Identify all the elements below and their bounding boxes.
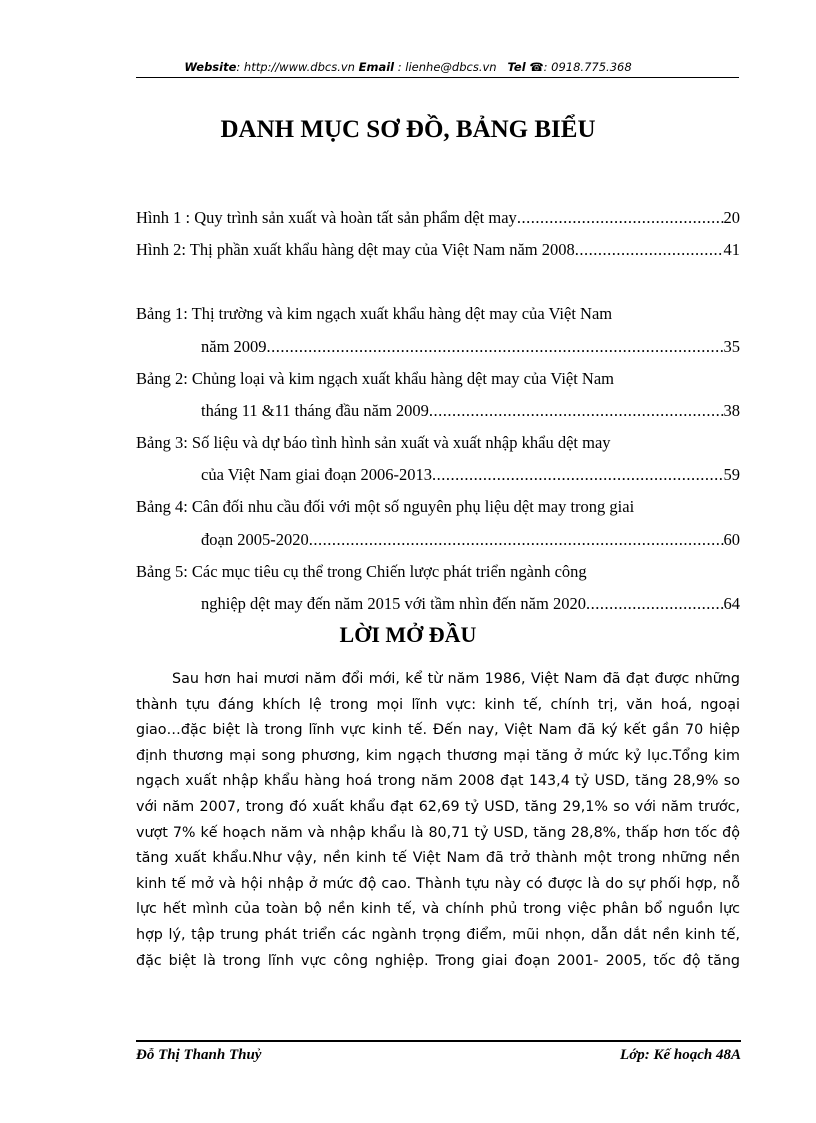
body-line: giao…đặc biệt là trong lĩnh vực kinh tế. Đến nay, Việt Nam đã ký kết gần 70 hiệp — [136, 722, 740, 739]
toc-table-2-page: 38 — [723, 401, 740, 420]
toc-table-1-line1 — [136, 303, 740, 325]
toc-table-1-title: Bảng 1: Thị trường và kim ngạch xuất khẩu hàng dệt may của Việt Nam — [136, 304, 613, 323]
body-line: ngạch xuất nhập khẩu hàng hoá trong năm 2008 đạt 143,4 tỷ USD, tăng 28,9% so — [136, 773, 740, 790]
email-label: Email — [358, 60, 395, 74]
toc-table-3-page: 59 — [723, 465, 740, 484]
page-title: DANH MỤC SƠ ĐỒ, BẢNG BIỂU — [220, 116, 596, 143]
body-line: định thương mại song phương, kim ngạch thương mại tăng ở mức kỷ lục.Tổng kim — [136, 747, 740, 764]
toc-table-1-line2 — [201, 336, 740, 358]
toc-figure-2-page: 41 — [723, 240, 740, 259]
toc-table-5-line2 — [201, 593, 740, 615]
tel-label: Tel — [507, 60, 526, 74]
body-line: Sau hơn hai mươi năm đổi mới, kể từ năm 1986, Việt Nam đã đạt được những — [172, 671, 740, 687]
phone-icon: ☎ — [529, 60, 544, 74]
toc-figure-1-page: 20 — [723, 208, 740, 227]
toc-table-3-title-cont: của Việt Nam giai đoạn 2006-2013 — [201, 465, 433, 484]
toc-figure-1-text: Hình 1 : Quy trình sản xuất và hoàn tất sản phẩm dệt may — [136, 208, 517, 227]
toc-table-2-line2 — [201, 400, 740, 422]
toc-table-2-title: Bảng 2: Chủng loại và kim ngạch xuất khẩu hàng dệt may của Việt Nam — [136, 369, 615, 388]
toc-table-2-line1 — [136, 368, 740, 390]
footer-author: Đỗ Thị Thanh Thuỷ — [136, 1047, 262, 1063]
page-footer — [136, 1047, 741, 1064]
website-value: : http://www.dbcs.vn — [236, 60, 355, 74]
page-header — [0, 60, 816, 74]
footer-divider — [136, 1040, 741, 1042]
body-paragraph — [136, 667, 740, 974]
toc-figure-2 — [136, 239, 740, 261]
toc-table-3-title: Bảng 3: Số liệu và dự báo tình hình sản xuất và xuất nhập khẩu dệt may — [136, 433, 611, 452]
toc-table-4-line2 — [201, 529, 740, 551]
toc-table-4-page: 60 — [723, 530, 740, 549]
body-line: đặc biệt là trong lĩnh vực công nghiệp. Trong giai đoạn 2001- 2005, tốc độ tăng — [136, 952, 740, 969]
toc-table-1-page: 35 — [723, 337, 740, 356]
section-title: LỜI MỞ ĐẦU — [339, 622, 477, 647]
body-line: tăng xuất khẩu.Như vậy, nền kinh tế Việt Nam đã trở thành một trong những nền — [136, 850, 740, 867]
body-line: hợp lý, tập trung phát triển các ngành trọng điểm, mũi nhọn, dẫn dắt nền kinh tế, — [136, 926, 740, 943]
body-line: lực hết mình của toàn bộ nền kinh tế, và chính phủ trong việc phân bổ nguồn lực — [136, 901, 740, 918]
website-label: Website — [184, 60, 237, 74]
body-line: với năm 2007, trong đó xuất khẩu đạt 62,69 tỷ USD, tăng 29,1% so với năm trước, — [136, 798, 740, 815]
toc-table-1-title-cont: năm 2009 — [201, 337, 267, 356]
toc-table-2-title-cont: tháng 11 &11 tháng đầu năm 2009 — [201, 401, 429, 420]
toc-table-3-line1 — [136, 432, 740, 454]
toc-table-4-title: Bảng 4: Cân đối nhu cầu đối với một số nguyên phụ liệu dệt may trong giai — [136, 497, 635, 516]
toc-table-3-line2 — [201, 464, 740, 486]
toc-table-5-page: 64 — [723, 594, 740, 613]
footer-class: Lớp: Kế hoạch 48A — [620, 1047, 741, 1063]
body-line: thành tựu đáng khích lệ trong mọi lĩnh vực: kinh tế, chính trị, văn hoá, ngoại — [136, 696, 740, 713]
toc-figure-2-text: Hình 2: Thị phần xuất khẩu hàng dệt may của Việt Nam năm 2008 — [136, 240, 575, 259]
toc-table-4-line1 — [136, 496, 740, 518]
tel-value: : 0918.775.368 — [543, 60, 632, 74]
toc-table-4-title-cont: đoạn 2005-2020 — [201, 530, 309, 549]
toc-figure-1 — [136, 207, 740, 229]
toc-table-5-line1 — [136, 561, 740, 583]
toc-table-5-title: Bảng 5: Các mục tiêu cụ thể trong Chiến lược phát triển ngành công — [136, 562, 587, 581]
toc-table-5-title-cont: nghiệp dệt may đến năm 2015 với tầm nhìn đến năm 2020 — [201, 594, 586, 613]
header-divider — [136, 77, 739, 78]
body-line: kinh tế mở và hội nhập ở mức độ cao. Thành tựu này có được là do sự phối hợp, nỗ — [136, 875, 740, 892]
email-value: : lienhe@dbcs.vn — [394, 60, 497, 74]
body-line: vượt 7% kế hoạch năm và nhập khẩu là 80,71 tỷ USD, tăng 28,8%, thấp hơn tốc độ — [136, 824, 740, 841]
